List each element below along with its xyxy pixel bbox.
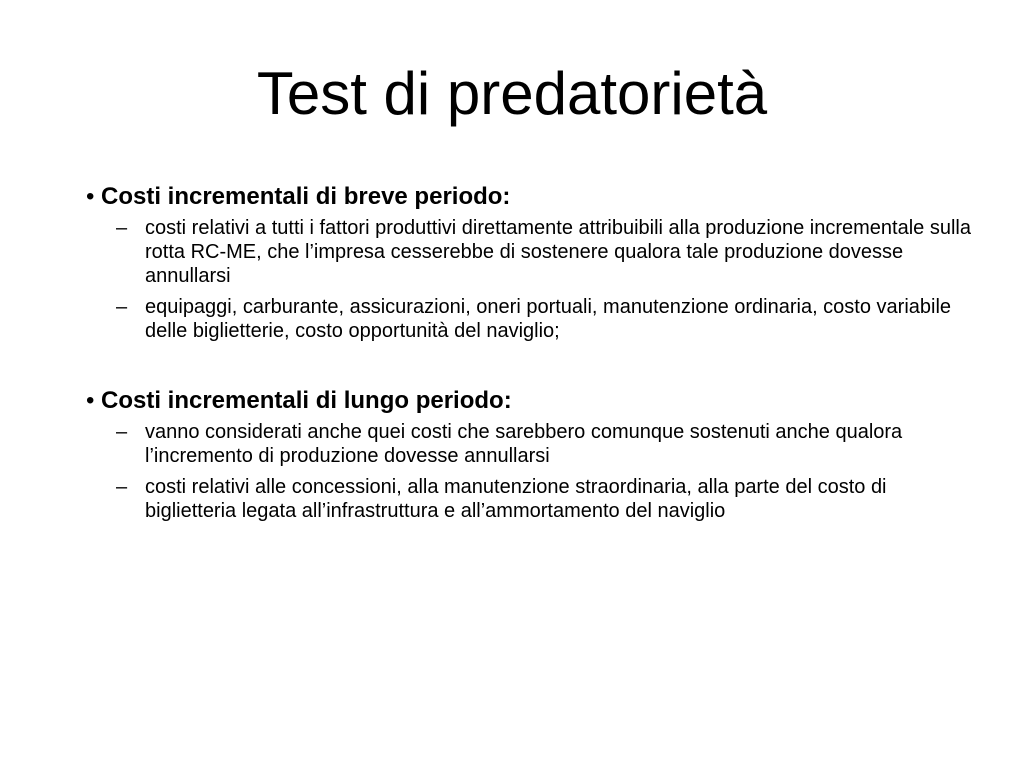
- bullet-heading: Costi incrementali di lungo periodo:: [101, 387, 512, 414]
- bullet-row: [0, 384, 1024, 418]
- sub-marker: –: [116, 476, 128, 498]
- sub-item-text: equipaggi, carburante, assicurazioni, oneri portuali, manutenzione ordinaria, costo variabile delle biglietterie, costo opportunità del naviglio;: [145, 296, 952, 342]
- bullet-long-term-costs: [0, 384, 1024, 530]
- slide-title: Test di predatorietà: [256, 60, 768, 127]
- sub-item: [0, 295, 1024, 343]
- sub-marker: –: [116, 421, 128, 443]
- bullet-marker: •: [86, 387, 95, 414]
- sub-list: [0, 216, 1024, 343]
- sub-marker: –: [116, 296, 128, 318]
- sub-item: [0, 420, 1024, 468]
- bullet-marker: •: [86, 183, 95, 210]
- sub-item: [0, 475, 1024, 523]
- bullet-heading: Costi incrementali di breve periodo:: [101, 183, 511, 210]
- sub-list: [0, 420, 1024, 523]
- sub-item-text: vanno considerati anche quei costi che sarebbero comunque sostenuti anche qualora l’incremento di produzione dovesse annullarsi: [145, 421, 903, 467]
- sub-item-text: costi relativi a tutti i fattori produttivi direttamente attribuibili alla produzione incrementale sulla rotta RC-ME, che l’impresa cesserebbe di sostenere qualora tale produzione dovesse annullarsi: [145, 217, 971, 287]
- sub-item: [0, 216, 1024, 288]
- sub-item-text: costi relativi alle concessioni, alla manutenzione straordinaria, alla parte del costo di biglietteria legata all’infrastruttura e all’ammortamento del naviglio: [145, 476, 887, 522]
- bullet-short-term-costs: [0, 180, 1024, 350]
- bullet-row: [0, 180, 1024, 214]
- sub-marker: –: [116, 217, 128, 239]
